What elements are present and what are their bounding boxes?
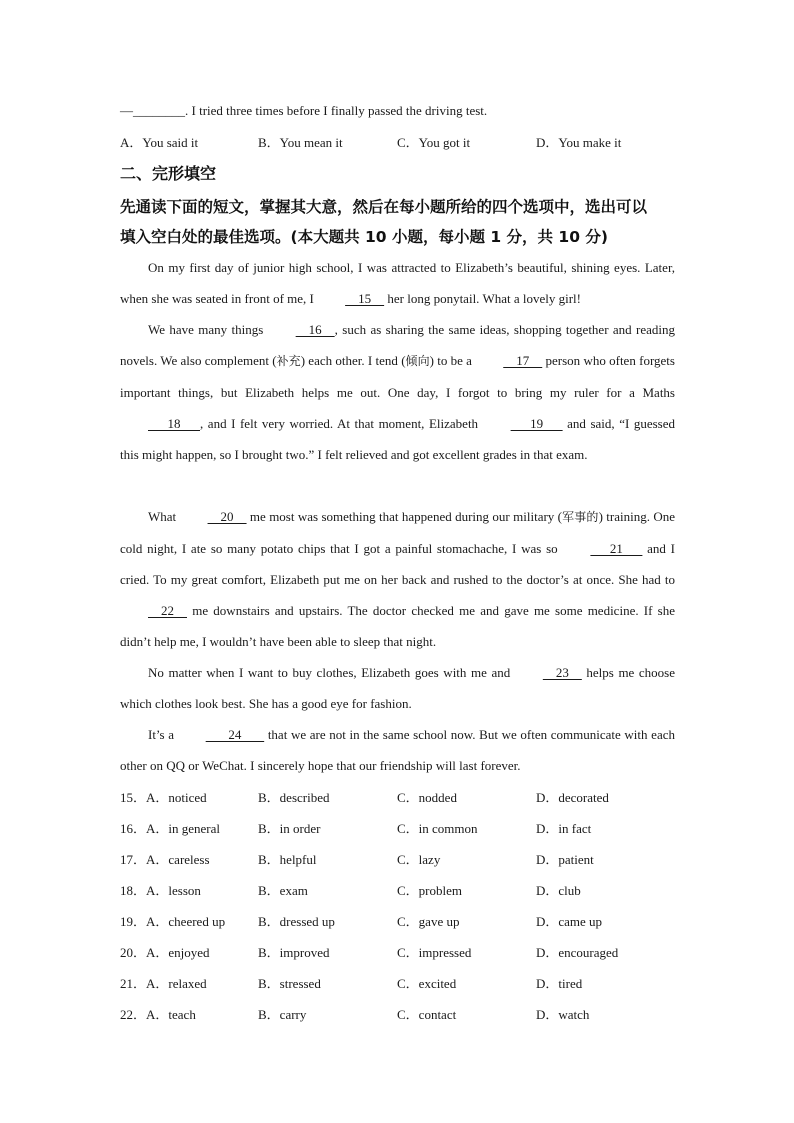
blank-23[interactable]: 23 [542, 665, 582, 680]
passage-paragraph-5 [120, 719, 675, 781]
question-row [120, 999, 676, 1030]
question-option-c[interactable]: C．impressed [397, 945, 472, 960]
passage-text: person who often forgets important things, but Elizabeth helps me out. One day, I forgot to bring my ruler for a Maths [120, 353, 675, 400]
instruction-line-1: 先通读下面的短文，掌握其大意，然后在每小题所给的四个选项中，选出可以 [120, 198, 648, 216]
question-option-a[interactable] [120, 813, 258, 844]
question-option-a[interactable] [120, 937, 258, 968]
passage-paragraph-3 [120, 501, 675, 657]
passage-text: , and I felt very worried. At that moment, Elizabeth [200, 416, 483, 431]
question-option-b[interactable]: B．improved [258, 945, 330, 960]
passage-text: and I cried. To my great comfort, Elizabeth put me on her back and rushed to the doctor’s at once. She had to [120, 541, 675, 587]
passage-text: We have many things [148, 322, 268, 337]
option-b[interactable]: B．You mean it [258, 135, 343, 150]
question-number: 19． [120, 914, 147, 929]
question-option-b[interactable]: B．described [258, 790, 330, 805]
question-row [120, 906, 676, 937]
blank-18[interactable]: 18 [148, 416, 200, 431]
chinese-gloss: 军事的 [562, 510, 599, 524]
question-option-b[interactable]: B．dressed up [258, 914, 335, 929]
option-text: A．enjoyed [146, 945, 210, 960]
question-option-d[interactable]: D．decorated [536, 790, 609, 805]
question-option-c[interactable]: C．lazy [397, 852, 441, 867]
question-option-c[interactable]: C．problem [397, 883, 462, 898]
option-text: A．relaxed [146, 976, 207, 991]
question-option-a[interactable] [120, 906, 258, 937]
question-option-d[interactable]: D．patient [536, 852, 594, 867]
passage-text: me downstairs and upstairs. The doctor checked me and gave me some medicine. If she didn’t help me, I wouldn’t have been able to sleep that night. [120, 603, 675, 649]
question-row [120, 875, 676, 906]
question-number: 17． [120, 852, 147, 867]
option-c[interactable]: C．You got it [397, 135, 471, 150]
question-option-c[interactable]: C．nodded [397, 790, 457, 805]
question-row [120, 844, 676, 875]
prev-question-options [120, 127, 676, 158]
question-option-b[interactable]: B．exam [258, 883, 308, 898]
section-title: 二、完形填空 [120, 164, 217, 183]
option-d[interactable]: D．You make it [536, 135, 622, 150]
answer-blank: ________ [133, 103, 185, 118]
passage-paragraph-2 [120, 314, 675, 470]
passage-text: and said, “I guessed this might happen, so I brought two.” I felt relieved and got excellent grades in that exam. [120, 416, 676, 462]
passage-paragraph-4 [120, 657, 675, 719]
passage-text: helps me choose which clothes look best. She has a good eye for fashion. [120, 665, 676, 711]
passage-text: , such as sharing the same ideas, shopping together and reading novels. We also complement ( [120, 322, 675, 368]
question-option-b[interactable]: B．in order [258, 821, 321, 836]
passage-text: It’s a [148, 727, 178, 742]
passage-text: On my first day of junior high school, I was attracted to Elizabeth’s beautiful, shining eyes. Later, when she was seated in front of me, I [120, 260, 675, 306]
blank-22[interactable]: 22 [148, 603, 187, 618]
question-option-b[interactable]: B．helpful [258, 852, 317, 867]
option-text: A．teach [146, 1007, 196, 1022]
question-option-d[interactable]: D．in fact [536, 821, 592, 836]
question-number: 20． [120, 945, 147, 960]
chinese-gloss: 倾向 [405, 354, 430, 368]
blank-17[interactable]: 17 [503, 353, 543, 368]
option-text: A．lesson [146, 883, 201, 898]
question-list [120, 782, 676, 1030]
question-number: 22． [120, 1007, 147, 1022]
passage-text: ) to be a [429, 353, 476, 368]
question-option-a[interactable] [120, 999, 258, 1030]
question-number: 16． [120, 821, 147, 836]
blank-15[interactable]: 15 [345, 291, 385, 306]
passage-text: that we are not in the same school now. But we often communicate with each other on QQ or WeChat. I sincerely hope that our friendship will last forever. [120, 727, 675, 773]
instruction-line-2: 填入空白处的最佳选项。(本大题共 10 小题，每小题 1 分，共 10 分) [120, 228, 608, 246]
question-option-b[interactable]: B．stressed [258, 976, 321, 991]
passage-text: No matter when I want to buy clothes, Elizabeth goes with me and [148, 665, 515, 680]
question-option-d[interactable]: D．club [536, 883, 581, 898]
blank-20[interactable]: 20 [207, 509, 247, 524]
question-option-c[interactable]: C．excited [397, 976, 457, 991]
passage-text: ) training. One cold night, I ate so many potato chips that I got a painful stomachache, I was so [120, 509, 676, 556]
option-a[interactable]: A．You said it [120, 135, 199, 150]
passage-text: me most was something that happened during our military ( [246, 509, 563, 524]
question-text: . I tried three times before I finally passed the driving test. [185, 103, 488, 118]
question-option-a[interactable] [120, 968, 258, 999]
passage-paragraph-1 [120, 252, 675, 314]
question-number: 15． [120, 790, 147, 805]
chinese-gloss: 补充 [276, 354, 301, 368]
question-number: 21． [120, 976, 147, 991]
question-option-a[interactable] [120, 844, 258, 875]
question-option-b[interactable]: B．carry [258, 1007, 307, 1022]
question-option-d[interactable]: D．tired [536, 976, 583, 991]
passage-text: What [148, 509, 180, 524]
question-row [120, 782, 676, 813]
question-option-a[interactable] [120, 782, 258, 813]
question-option-a[interactable] [120, 875, 258, 906]
blank-24[interactable]: 24 [205, 727, 265, 742]
blank-16[interactable]: 16 [295, 322, 335, 337]
question-row [120, 968, 676, 999]
question-option-c[interactable]: C．in common [397, 821, 478, 836]
question-option-d[interactable]: D．encouraged [536, 945, 619, 960]
option-text: A．in general [146, 821, 221, 836]
question-option-c[interactable]: C．contact [397, 1007, 457, 1022]
question-option-d[interactable]: D．watch [536, 1007, 590, 1022]
question-number: 18． [120, 883, 147, 898]
blank-21[interactable]: 21 [590, 541, 643, 556]
question-option-c[interactable]: C．gave up [397, 914, 460, 929]
passage-text: ) each other. I tend ( [300, 353, 406, 368]
blank-19[interactable]: 19 [510, 416, 563, 431]
question-row [120, 937, 676, 968]
passage-text: her long ponytail. What a lovely girl! [384, 291, 581, 306]
question-option-d[interactable]: D．came up [536, 914, 603, 929]
dash: — [120, 103, 133, 118]
option-text: A．cheered up [146, 914, 226, 929]
question-row [120, 813, 676, 844]
option-text: A．noticed [146, 790, 207, 805]
option-text: A．careless [146, 852, 210, 867]
prev-question-stem [120, 101, 487, 121]
